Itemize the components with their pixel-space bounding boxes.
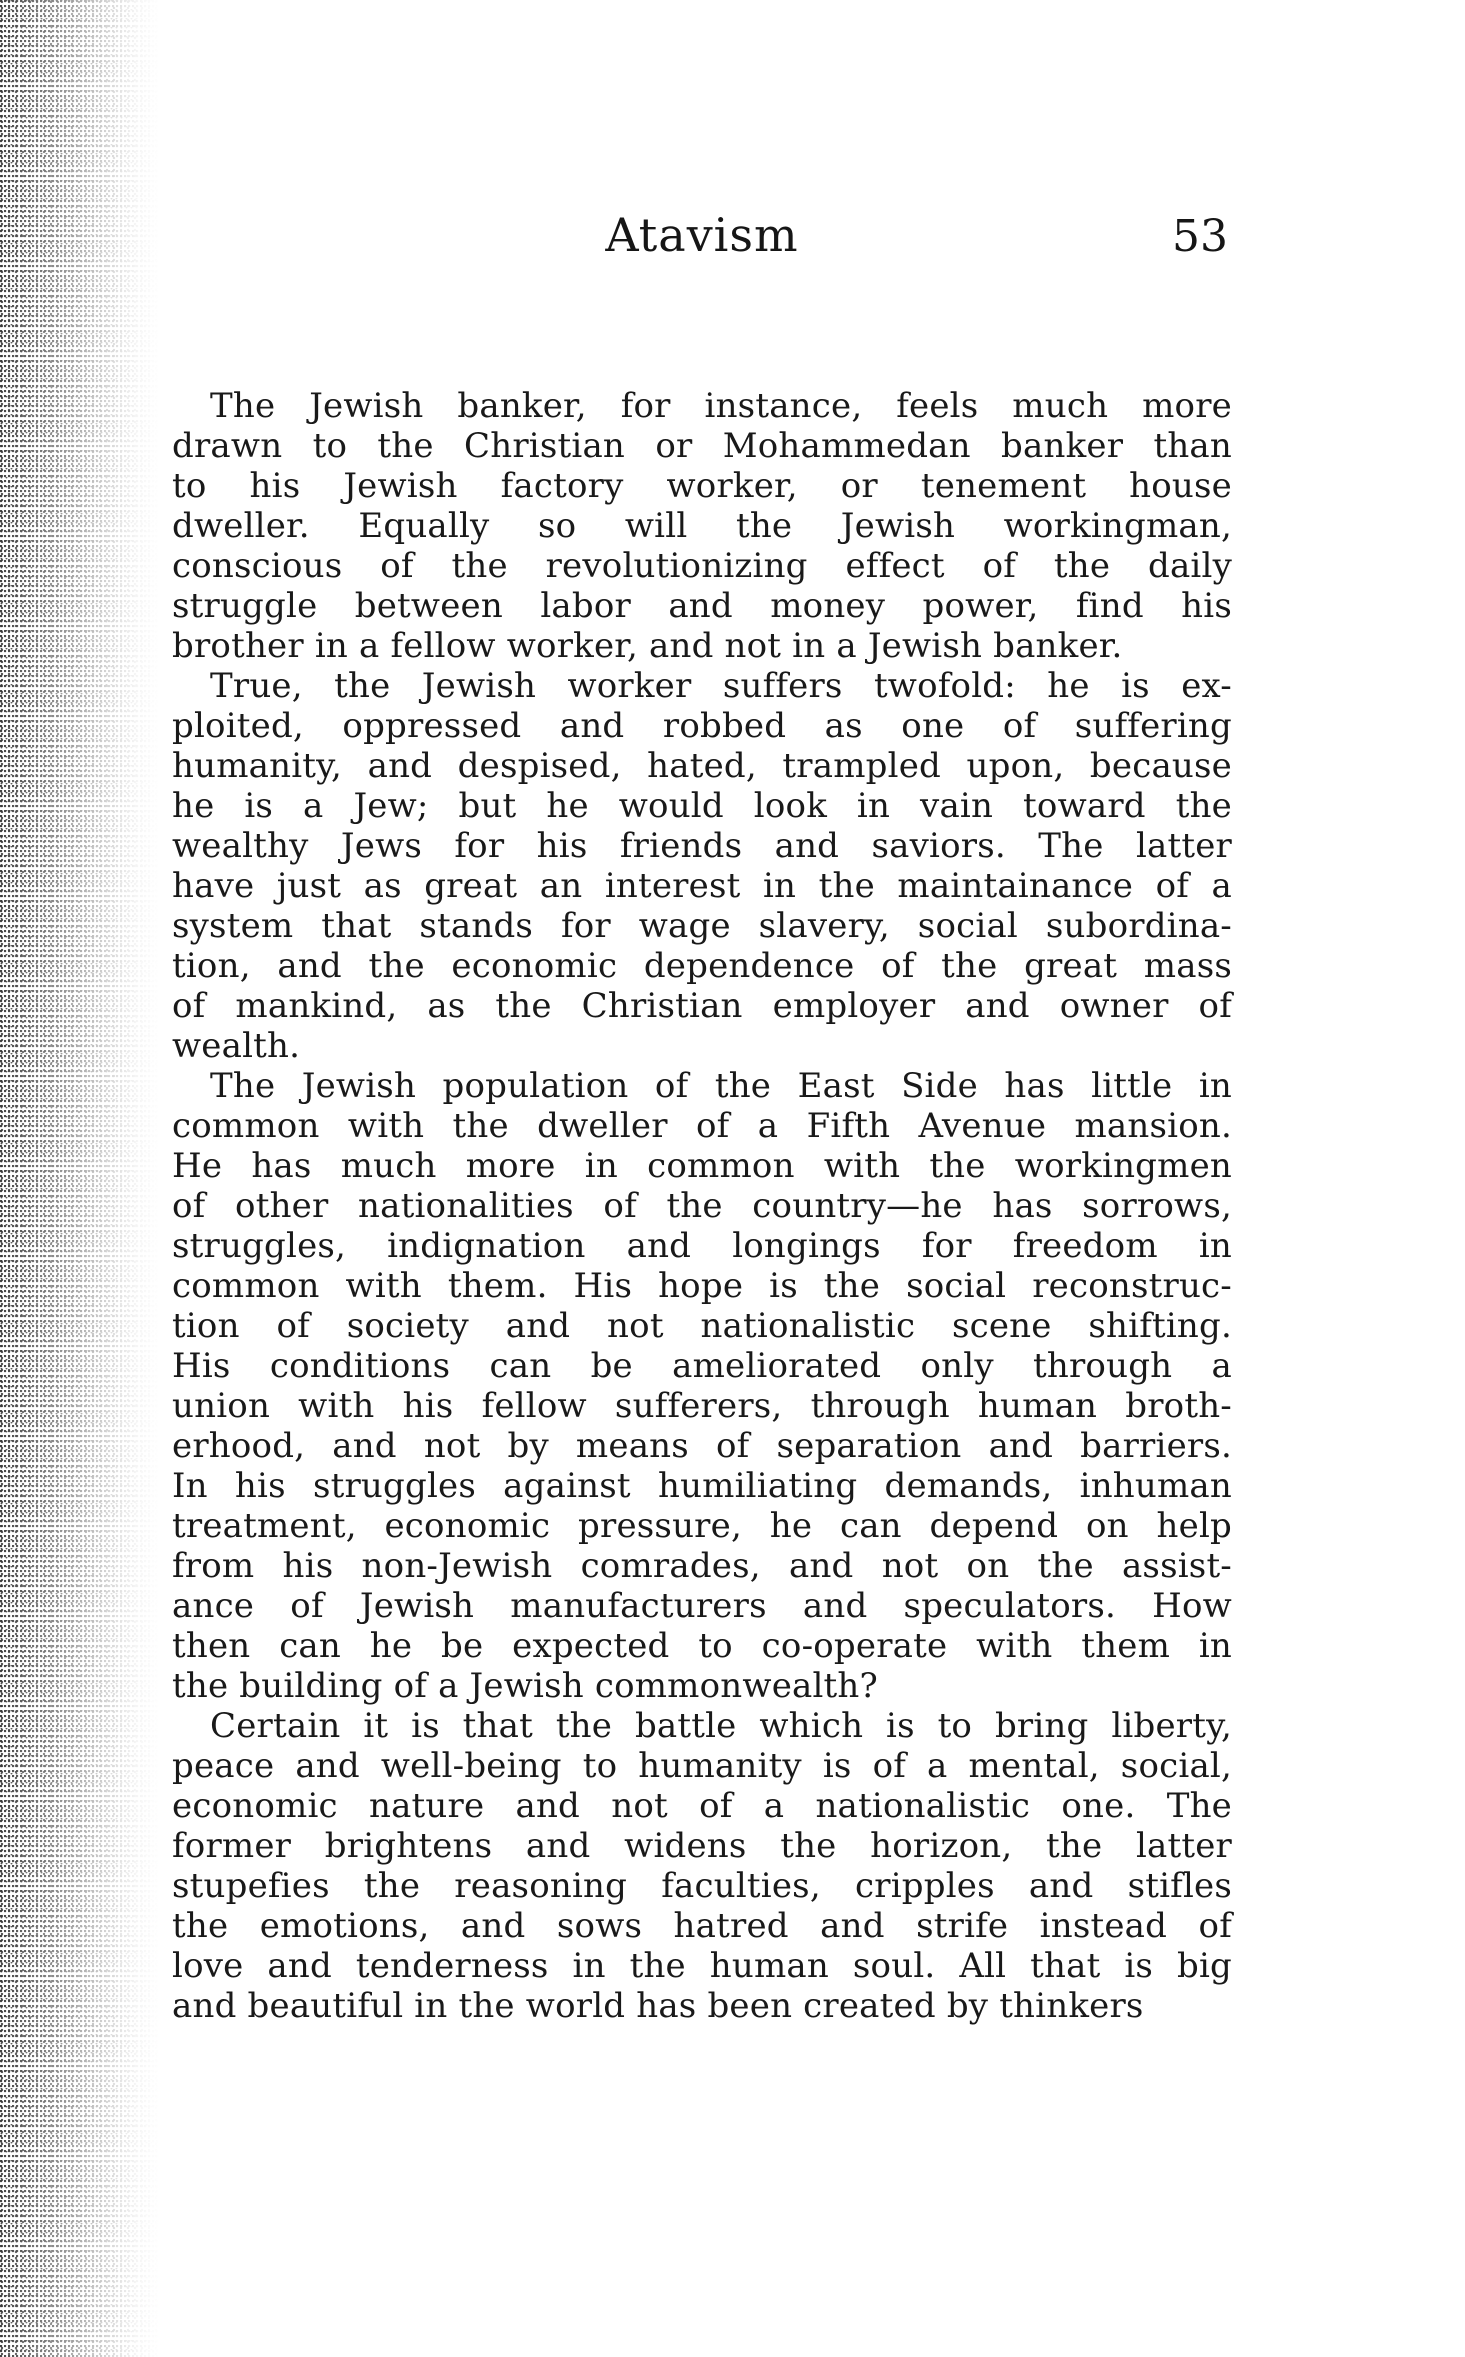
- page-header: [172, 206, 1232, 266]
- text-line: True, the Jewish worker suffers twofold: he is ex-: [210, 666, 1232, 706]
- text-line: common with the dweller of a Fifth Avenue mansion.: [172, 1106, 1232, 1146]
- paragraph: [172, 1706, 1232, 2026]
- text-line: the emotions, and sows hatred and strife instead of: [172, 1906, 1232, 1946]
- text-line: to his Jewish factory worker, or tenement house: [172, 466, 1232, 506]
- paragraph: [172, 1066, 1232, 1706]
- text-line: treatment, economic pressure, he can depend on help: [172, 1506, 1232, 1546]
- text-line: peace and well-being to humanity is of a mental, social,: [172, 1746, 1232, 1786]
- text-line: stupefies the reasoning faculties, cripples and stifles: [172, 1866, 1232, 1906]
- text-line: dweller. Equally so will the Jewish workingman,: [172, 506, 1232, 546]
- text-line: and beautiful in the world has been created by thinkers: [172, 1986, 1144, 2026]
- text-line: wealthy Jews for his friends and saviors. The latter: [172, 826, 1232, 866]
- text-line: ance of Jewish manufacturers and speculators. How: [172, 1586, 1232, 1626]
- text-line: The Jewish population of the East Side has little in: [210, 1066, 1232, 1106]
- text-line: from his non-Jewish comrades, and not on the assist-: [172, 1546, 1232, 1586]
- scan-gutter-noise: [0, 0, 160, 2357]
- text-line: erhood, and not by means of separation and barriers.: [172, 1426, 1232, 1466]
- text-line: He has much more in common with the workingmen: [172, 1146, 1232, 1186]
- text-line: tion of society and not nationalistic scene shifting.: [172, 1306, 1232, 1346]
- paragraph: [172, 666, 1232, 1066]
- paragraph: [172, 386, 1232, 666]
- text-line: struggle between labor and money power, find his: [172, 586, 1232, 626]
- text-line: system that stands for wage slavery, social subordina-: [172, 906, 1232, 946]
- text-line: union with his fellow sufferers, through human broth-: [172, 1386, 1232, 1426]
- text-line: love and tenderness in the human soul. All that is big: [172, 1946, 1232, 1986]
- text-line: have just as great an interest in the maintainance of a: [172, 866, 1232, 906]
- text-line: of mankind, as the Christian employer and owner of: [172, 986, 1232, 1026]
- text-line: ploited, oppressed and robbed as one of suffering: [172, 706, 1232, 746]
- text-line: of other nationalities of the country—he has sorrows,: [172, 1186, 1232, 1226]
- page-number: 53: [1172, 211, 1228, 262]
- text-line: tion, and the economic dependence of the great mass: [172, 946, 1232, 986]
- text-line: economic nature and not of a nationalistic one. The: [172, 1786, 1232, 1826]
- text-line: he is a Jew; but he would look in vain toward the: [172, 786, 1232, 826]
- text-line: His conditions can be ameliorated only through a: [172, 1346, 1232, 1386]
- text-line: conscious of the revolutionizing effect of the daily: [172, 546, 1232, 586]
- running-title: Atavism: [605, 208, 799, 262]
- text-line: The Jewish banker, for instance, feels much more: [210, 386, 1232, 426]
- text-line: common with them. His hope is the social reconstruc-: [172, 1266, 1232, 1306]
- text-line: humanity, and despised, hated, trampled upon, because: [172, 746, 1232, 786]
- text-line: former brightens and widens the horizon, the latter: [172, 1826, 1232, 1866]
- text-line: the building of a Jewish commonwealth?: [172, 1666, 878, 1706]
- text-line: wealth.: [172, 1026, 301, 1066]
- text-line: In his struggles against humiliating demands, inhuman: [172, 1466, 1232, 1506]
- text-line: brother in a fellow worker, and not in a Jewish banker.: [172, 626, 1123, 666]
- text-line: Certain it is that the battle which is to bring liberty,: [210, 1706, 1232, 1746]
- text-line: then can he be expected to co-operate with them in: [172, 1626, 1232, 1666]
- body-text: [172, 386, 1232, 2026]
- text-line: struggles, indignation and longings for freedom in: [172, 1226, 1232, 1266]
- text-line: drawn to the Christian or Mohammedan banker than: [172, 426, 1232, 466]
